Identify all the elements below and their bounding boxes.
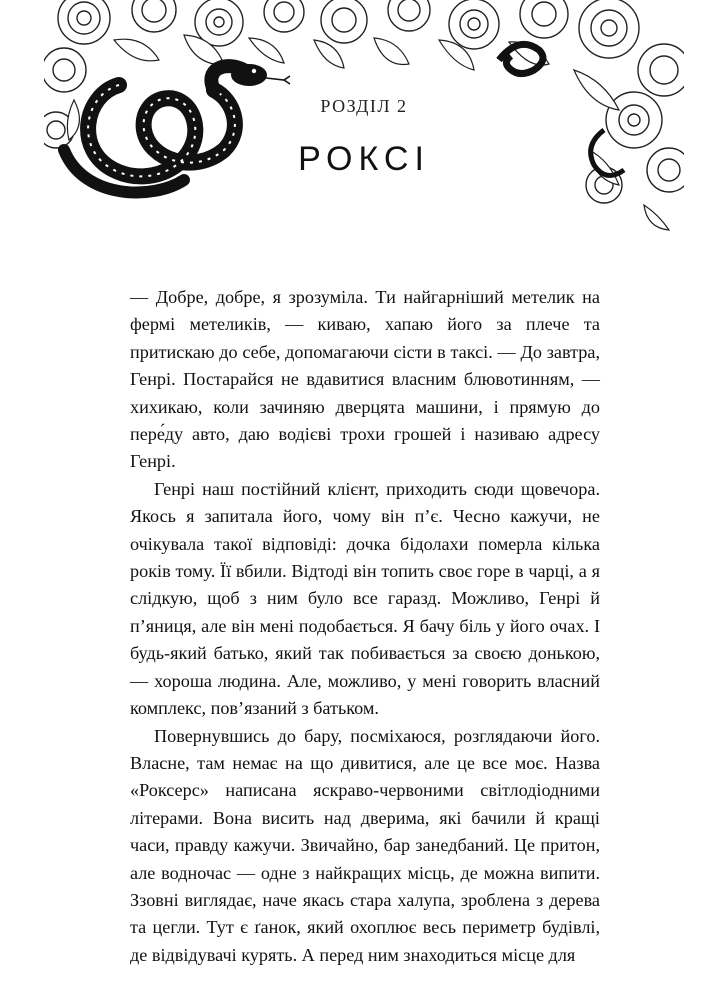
- paragraph: — Добре, добре, я зрозуміла. Ти найгарніший метелик на фермі метеликів, — киваю, хапаю його за плече та притискаю до себе, допомагаючи сісти в таксі. — До завтра, Генрі. Постарайся не вдавитися власним блювотинням, — хихикаю, коли зачиняю дверцята машини, і прямую до пере́ду авто, даю водієві трохи грошей і називаю адресу Генрі.: [130, 287, 600, 472]
- body-text: [130, 284, 600, 969]
- paragraph: Повернувшись до бару, посміхаюся, розглядаючи його. Власне, там немає на що дивитися, але це все моє. Назва «Роксерс» написана яскраво-червоними світлодіодними літерами. Вона висить над дверима, які бачили й кращі часи, правду кажучи. Звичайно, бар занедбаний. Це притон, але водночас — одне з найкращих місць, де можна випити. Ззовні виглядає, наче якась стара халупа, зроблена з дерева та цегли. Тут є ґанок, який охоплює весь периметр будівлі, де відвідувачі курять. А перед ним знаходиться місце для: [130, 725, 600, 965]
- paragraph: Генрі наш постійний клієнт, приходить сюди щовечора. Якось я запитала його, чому він п’є. Чесно кажучи, не очікувала такої відповіді: дочка бідолахи померла кілька років тому. Її вбили. Відтоді він топить своє горе в чарці, а я слідкую, щоб з ним було все гаразд. Можливо, Генрі й п’яниця, але він мені подобається. Я бачу біль у його очах. І будь-який батько, який так побивається за своєю донькою, — хороша людина. Але, можливо, у мені говорить власний комплекс, пов’язаний з батьком.: [130, 478, 600, 719]
- chapter-label: РОЗДІЛ 2: [320, 96, 408, 116]
- chapter-title: РОКСІ: [298, 140, 430, 178]
